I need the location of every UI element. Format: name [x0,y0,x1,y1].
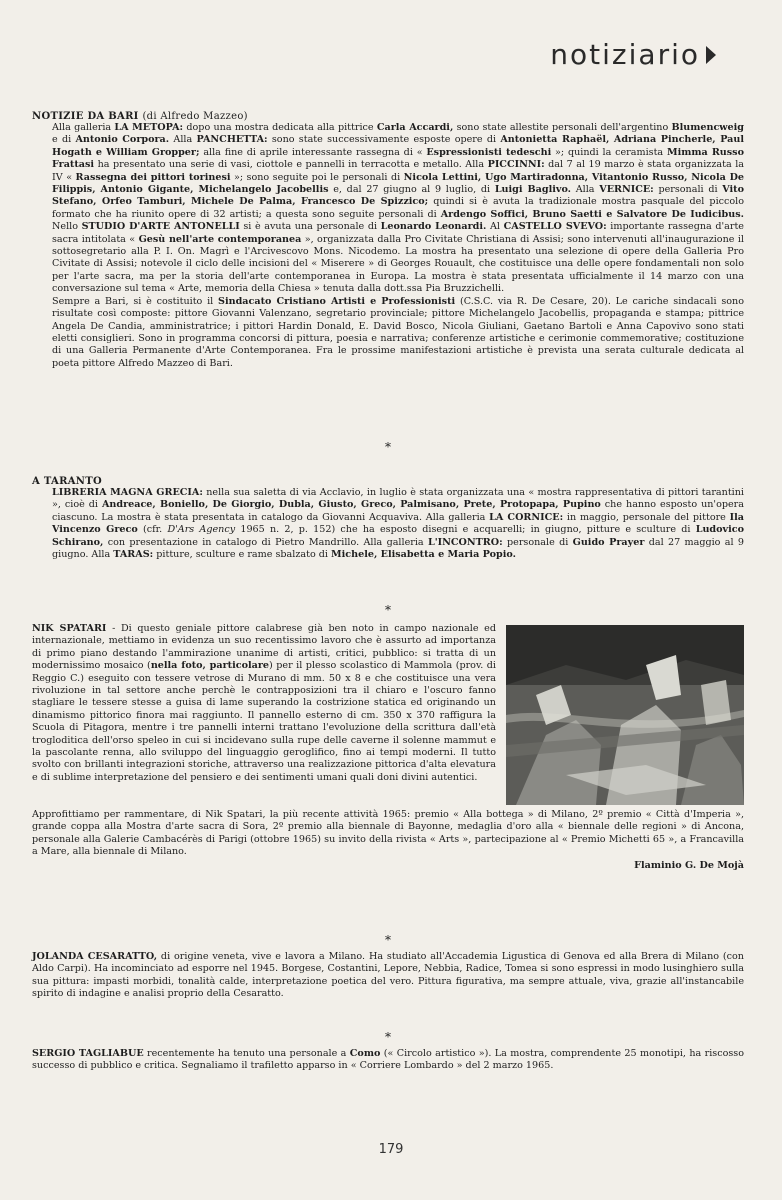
bari-paragraph-1 [52,122,744,296]
bold-run: Antonio Corpora. [75,134,170,146]
text-run: Nello [52,221,82,233]
separator-star: * [385,1030,391,1044]
text-run: - Di questo geniale pittore calabrese già ben noto in campo nazionale ed internazionale, mettiamo in evidenza un suo recentissimo lavoro che è assurto ad importanza di primo piano destando l'ammirazione unanime di artisti, critici, pubblico: si tratta di un modernissimo mosaico ( [32,623,496,672]
masthead-title: notiziario [550,38,700,71]
text-run: (« Circolo artistico »). La mostra, comprendente 25 monotipi, ha riscosso successo di pubblico e critica. Segnaliamo il trafiletto apparso in « Corriere Lombardo » del 2 marzo 1965. [32,1048,744,1072]
bold-run: Ludovico Schirano, [52,524,744,548]
bold-run: VERNICE: [599,184,654,196]
text-run: con presentazione in catalogo di Pietro Mandrillo. Alla galleria [103,536,428,548]
spatari-paragraph-2 [32,809,744,859]
bold-run: JOLANDA CESARATTO, [32,951,158,962]
bold-run: Leonardo Leonardi. [380,221,487,233]
text-run: in maggio, personale del pittore [563,511,730,523]
text-run: personali di [653,184,723,196]
bari-paragraph-2 [52,296,744,370]
bari-heading-author: (di Alfredo Mazzeo) [142,111,248,122]
bold-run: Espressionisti tedeschi [426,146,552,158]
text-run: »; sono seguite poi le personali di [230,171,404,183]
bold-run: PICCINNI: [487,159,545,171]
bari-heading [32,111,744,122]
text-run: Alla [571,184,600,196]
separator-star: * [385,603,391,617]
text-run: (cfr. [137,524,168,536]
text-run: personale di [502,536,573,548]
bold-run: Blumencweig [671,122,745,133]
text-run: e, dal 27 giugno al 9 luglio, di [328,184,495,196]
bold-run: PANCHETTA: [196,134,268,146]
bold-run: Ardengo Soffici, Bruno Saetti e Salvatore De Iudicibus. [440,208,744,220]
arrow-right-icon [706,46,716,64]
text-run: recentemente ha tenuto una personale a [143,1048,350,1059]
bold-run: Como [349,1048,381,1059]
taranto-paragraph-1 [52,487,744,561]
bold-run: Gesù nell'arte contemporanea [138,233,302,245]
bari-section [32,111,744,370]
mosaic-image [506,625,744,805]
text-run: nella sua saletta di via Acclavio, in luglio è stata organizzata una « mostra rappresentativa di pittori tarantini », cioè di [52,487,744,511]
bold-run: NIK SPATARI [32,623,107,634]
separator-2 [32,600,744,622]
taranto-section [32,476,744,561]
bold-run: Ila Vincenzo Greco [52,511,744,536]
separator-3 [32,930,744,952]
text-run: », organizzata dalla Pro Civitate Christiana di Assisi; sono intervenuti all'inaugurazione il sottosegretario alla P. I. On. Magrì e l'Arcivescovo Mons. Nicodemo. La mostra ha presentato una selezione di opere della Galleria Pro Civitate di Assisi; notevole il ciclo delle incisioni del « Miserere » di Georges Rouault, che costituisce una delle opere fondamentali non solo per l'arte sacra, ma per la storia dell'arte contemporanea in Europa. La mostra è stata presentata ufficialmente il 14 marzo con una conversazione sul tema « Arte, memoria della Chiesa » tenuta dalla dott.ssa Pia Bruzzichelli. [52,233,744,295]
text-run: di origine veneta, vive e lavora a Milano. Ha studiato all'Accademia Ligustica di Genova ed alla Brera di Milano (con Aldo Carpi). Ha incominciato ad esporre nel 1945. Borgese, Costantini, Lepore, Nebbia, Radice, Tomea si sono espressi in modo lusinghiero sulla sua pittura: impasti morbidi, tonalità calde, interpretazione poetica del vero. Pittura figurativa, ma sempre attuale, viva, grazie all'instancabile spirito di indagine e analisi proprio della Cesaratto. [32,951,744,1000]
bari-heading-title: NOTIZIE DA BARI [32,111,139,122]
separator-4 [32,1027,744,1049]
text-run: 1965 n. 2, p. 152) che ha esposto disegni e acquarelli; in giugno, pitture e sculture di [235,524,696,536]
tagliabue-paragraph [32,1048,744,1073]
bold-run: Vito Stefano, Orfeo Tamburi, Michele De Palma, Francesco De Spizzico; [52,184,745,208]
bold-run: Luigi Baglivo. [494,184,572,196]
text-run: e di [52,134,76,146]
text-run: dal 7 al 19 marzo è stata organizzata la IV « [52,159,744,183]
text-run: si è avuta una personale di [239,221,381,233]
bold-run: L'INCONTRO: [427,536,503,548]
bold-run: CASTELLO SVEVO: [503,221,607,233]
taranto-heading: A TARANTO [32,476,102,487]
text-run: pitture, sculture e rame sbalzato di [153,549,332,561]
bold-run: TARAS: [113,549,154,561]
bold-run: LIBRERIA MAGNA GRECIA: [52,487,203,498]
bold-run: Mimma Russo Frattasi [52,146,744,171]
text-run: »; quindi la ceramista [551,146,667,158]
cesaratto-section [32,951,744,1001]
text-run: alla fine di aprile interessante rassegna di « [199,146,427,158]
bold-run: Rassegna dei pittori torinesi [75,171,231,183]
bold-run: nella foto, particolare [150,660,269,672]
text-run: sono state allestite personali dell'argentino [453,122,672,133]
bold-run: Nicola Lettini, Ugo Martiradonna, Vitantonio Russo, Nicola De Filippis, Antonio Gigante, Michelangelo Jacobellis [52,171,744,196]
bold-run: Antonietta Raphaël, Adriana Pincherle, Paul Hogath e William Gropper; [52,134,744,158]
text-run: Alla [169,134,197,146]
bold-run: SERGIO TAGLIABUE [32,1048,144,1059]
tagliabue-section [32,1048,744,1073]
text-run: dal 27 maggio al 9 giugno. Alla [52,536,745,561]
text-run: quindi si è avuta la tradizionale mostra pasquale del piccolo formato che ha riunito opere di 32 artisti; a questa sono seguite personali di [52,196,745,220]
text-run: dopo una mostra dedicata alla pittrice [183,122,377,133]
italic-run: D'Ars Agency [167,524,236,536]
text-run: Alla galleria [52,122,115,133]
spatari-section [32,623,744,871]
text-run: (C.S.C. via R. De Cesare, 20). Le cariche sindacali sono risultate così composte: pittore Giovanni Valenzano, segretario provinciale; pittore Michelangelo Jacobellis, propaganda e stampa; pittrice Angela De Candia, amministratrice; i pittori Hardin Donald, E. David Bosco, Nicola Giuliani, Gaetano Bartoli e Anna Capovivo sono stati eletti consiglieri. Sono in programma concorsi di pittura, poesia e narrativa; conferenze artistiche e cerimonie commemorative; costituzione di una Galleria Permanente d'Arte Contemporanea. Fra le prossime manifestazioni artistiche è prevista una serata culturale dedicata al poeta pittore Alfredo Mazzeo di Bari. [52,295,744,369]
bold-run: LA CORNICE: [489,511,564,523]
text-run: ) per il plesso scolastico di Mammola (prov. di Reggio C.) eseguito con tessere vetrose di Murano di mm. 50 x 8 e che costituisce una vera rivoluzione in tal settore anche perchè le contrapposizioni tra il chiaro e l'oscuro fanno stagliare le tessere stesse a guisa di lame superando la costrizione statica ed originando un dinamismo pittorico finora mai raggiunto. Il pannello esterno di cm. 350 x 370 raffigura la Scuola di Pitagora, mentre i tre pannelli interni trattano l'evoluzione della scrittura dall'età trogloditica dell'orso speleo in cui si incidevano sulla rupe delle caverne il solenne mammut e la pascolante renna, allo sviluppo del linguaggio geroglifico, fino ai tempi moderni. Il tutto svolto con brillanti integrazioni storiche, attraverso una realizzazione pittorica d'alta elevatura e di sublime interpretazione del pensiero e dei sentimenti umani quali doni divini autentici. [32,660,496,783]
page-number: 179 [378,1142,404,1157]
text-run: Approfittiamo per rammentare, di Nik Spatari, la più recente attività 1965: premio « Alla bottega » di Milano, 2º premio « Città d'Imperia », grande coppa alla Mostra d'arte sacra di Sora, 2º premio alla biennale di Bayonne, medaglia d'oro alla « biennale delle regioni » di Ancona, personale alla Galerie Cambacérès di Parigi (ottobre 1965) su invito della rivista « Arts », partecipazione al « Premio Michetti 65 », a Francavilla a Mare, alla biennale di Milano. [32,809,744,858]
text-run: ha presentato una serie di vasi, ciottole e pannelli in terracotta e metallo. Alla [94,159,488,171]
text-run: sono state successivamente esposte opere di [267,134,501,146]
bold-run: Guido Prayer [572,536,645,548]
cesaratto-paragraph [32,951,744,1001]
text-run: che hanno esposto un'opera ciascuno. La mostra è stata presentata in catalogo da Giovanni Acquaviva. Alla galleria [52,499,744,523]
author-signature: Flaminio G. De Mojà [634,859,744,871]
section-masthead [550,38,716,71]
text-run: Al [486,221,504,233]
text-run: importante rassegna d'arte sacra intitolata « [52,221,744,245]
separator-1 [32,437,744,459]
bold-run: Carla Accardi, [376,122,454,133]
separator-star: * [385,440,391,454]
bold-run: Michele, Elisabetta e Maria Popio. [331,549,516,561]
text-run: Sempre a Bari, si è costituito il [52,295,219,307]
bold-run: LA METOPA: [114,122,184,133]
bold-run: Andreace, Boniello, De Giorgio, Dubla, Giusto, Greco, Palmisano, Prete, Protopapa, Pupino [101,499,601,511]
separator-star: * [385,933,391,947]
mosaic-photo [506,625,744,805]
bold-run: STUDIO D'ARTE ANTONELLI [81,221,240,233]
bold-run: Sindacato Cristiano Artisti e Professionisti [218,295,456,307]
